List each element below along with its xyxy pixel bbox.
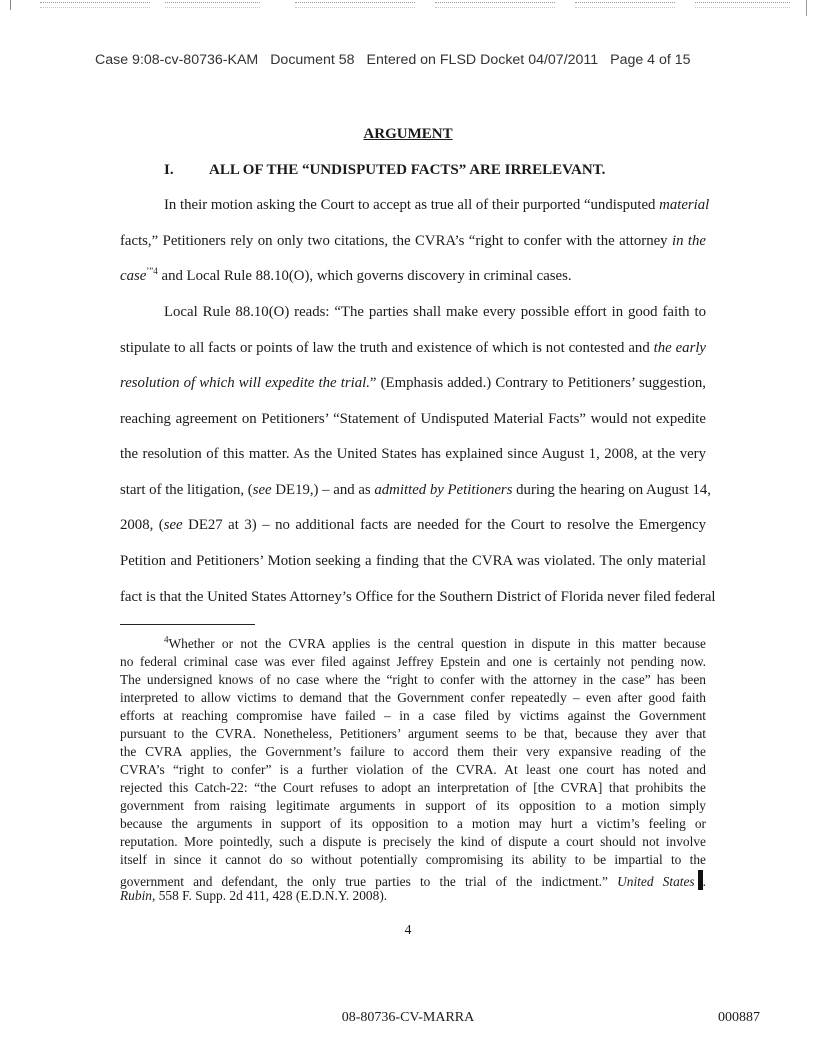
footnote-line: the CVRA applies, the Government’s failure to accord them their very expansive reading of the: [120, 744, 706, 759]
case-number: Case 9:08-cv-80736-KAM: [95, 52, 259, 68]
footnote-line: government and defendant, the only true parties to the trial of the indictment.” United States .: [120, 870, 706, 890]
body-line: reaching agreement on Petitioners’ “Statement of Undisputed Material Facts” would not expedite: [120, 411, 706, 427]
body-line: case$^{’”4}$ and Local Rule 88.10(O), which governs discovery in criminal cases.: [120, 266, 572, 284]
footnote-line: CVRA’s “right to confer” is a further violation of the CVRA. At least one court has noted and: [120, 762, 706, 777]
docket-entry: Entered on FLSD Docket 04/07/2011: [366, 52, 599, 68]
body-line: the resolution of this matter. As the United States has explained since August 1, 2008, at the very: [120, 446, 706, 462]
footnote-line: because the arguments in support of its opposition to a motion may hurt a victim’s feeling or: [120, 816, 706, 831]
heading-text: ALL OF THE “UNDISPUTED FACTS” ARE IRRELEVANT.: [209, 162, 606, 178]
footnote-line: The undersigned knows of no case where the “right to confer with the attorney in the case” has been: [120, 672, 706, 687]
section-title: ARGUMENT: [363, 126, 453, 142]
footnote-line: itself in since it cannot do so without potentially compromising its ability to be impartial to the: [120, 852, 706, 867]
body-line: resolution of which will expedite the trial.” (Emphasis added.) Contrary to Petitioners’ suggestion,: [120, 375, 706, 391]
heading-number: I.: [164, 162, 174, 178]
body-line: fact is that the United States Attorney’s Office for the Southern District of Florida never filed federal: [120, 589, 716, 605]
footnote-divider: [120, 624, 255, 625]
body-line: facts,” Petitioners rely on only two citations, the CVRA’s “right to confer with the attorney in the: [120, 233, 706, 249]
body-line: stipulate to all facts or points of law the truth and existence of which is not contested and the early: [120, 340, 707, 356]
footnote-line: government from raising legitimate arguments in support of its opposition to a motion simply: [120, 798, 706, 813]
argument-heading: [164, 162, 605, 179]
bates-number: 000887: [718, 1010, 760, 1025]
body-line: start of the litigation, (see DE19,) – and as admitted by Petitioners during the hearing on August 14,: [120, 482, 711, 498]
footnote-line: rejected this Catch-22: “the Court refuses to adopt an interpretation of [the CVRA] that prohibits the: [120, 780, 706, 795]
footnote-line: interpreted to allow victims to demand that the Government confer repeatedly – even after good faith: [120, 690, 706, 705]
scan-artifact-top: [0, 0, 816, 10]
document-number: Document 58: [270, 52, 355, 68]
bates-case-stamp: 08-80736-CV-MARRA: [341, 1010, 475, 1025]
body-line: 2008, (see DE27 at 3) – no additional facts are needed for the Court to resolve the Emergency: [120, 517, 706, 533]
page-number: 4: [404, 923, 412, 938]
body-line: In their motion asking the Court to accept as true all of their purported “undisputed material: [164, 197, 710, 213]
footnote-marker: 4: [164, 634, 169, 645]
docket-header: [95, 52, 699, 68]
footnote-line: reputation. More pointedly, such a dispute is precisely the kind of dispute a court should not involve: [120, 834, 706, 849]
body-line: Petition and Petitioners’ Motion seeking a finding that the CVRA was violated. The only material: [120, 553, 706, 569]
scan-edge-mark: [806, 0, 807, 16]
scan-edge-mark: [10, 0, 11, 10]
footnote-line: Rubin, 558 F. Supp. 2d 411, 428 (E.D.N.Y. 2008).: [120, 888, 388, 903]
footnote-line: $^4$Whether or not the CVRA applies is the central question in dispute in this matter because: [164, 634, 706, 651]
footnote-line: pursuant to the CVRA. Nonetheless, Petitioners’ argument seems to be that, because they aver that: [120, 726, 706, 741]
footnote-ref: ’”4: [146, 266, 158, 277]
page-of: Page 4 of 15: [610, 52, 691, 68]
footnote-line: efforts at reaching compromise have failed – in a case filed by victims against the Government: [120, 708, 706, 723]
footnote-line: no federal criminal case was ever filed against Jeffrey Epstein and one is certainly not pending now.: [120, 654, 706, 669]
body-line: Local Rule 88.10(O) reads: “The parties shall make every possible effort in good faith to: [164, 304, 706, 320]
